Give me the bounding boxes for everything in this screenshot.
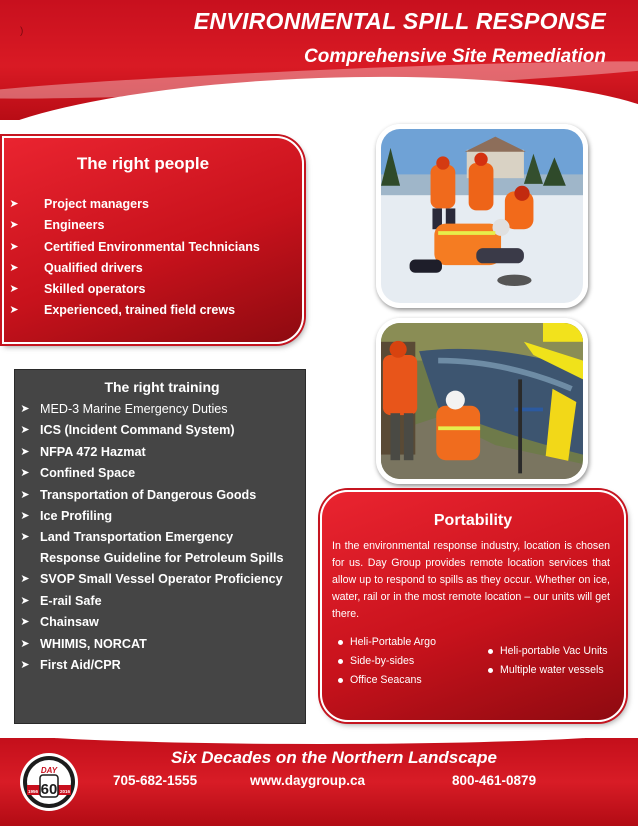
arrowhead-bullet-icon: ➤ [20, 424, 30, 437]
list-item: ➤ NFPA 472 Hazmat [15, 442, 305, 463]
portability-equipment [336, 633, 614, 690]
list-item: ➤ SVOP Small Vessel Operator Proficiency [15, 569, 305, 590]
portability-panel [320, 490, 626, 722]
list-item: Heli-Portable Argo [336, 633, 486, 652]
arrowhead-bullet-icon: ➤ [20, 531, 30, 544]
arrowhead-bullet-icon: ➤ [9, 240, 19, 253]
svg-text:60: 60 [40, 781, 58, 798]
arrowhead-bullet-icon: ➤ [20, 637, 30, 650]
list-item: ➤ Skilled operators [4, 279, 302, 300]
arrowhead-bullet-icon: ➤ [20, 616, 30, 629]
list-item: ➤ ICS (Incident Command System) [15, 420, 305, 441]
footer-tagline: Six Decades on the Northern Landscape [171, 748, 497, 767]
equipment-list-left [336, 633, 486, 690]
list-item: Office Seacans [336, 671, 486, 690]
svg-text:DAY: DAY [40, 766, 58, 775]
training-list [15, 399, 305, 676]
training-panel [14, 369, 306, 724]
arrowhead-bullet-icon: ➤ [20, 467, 30, 480]
list-item: ➤ Transportation of Dangerous Goods [15, 485, 305, 506]
list-item: ➤ Project managers [4, 194, 302, 215]
portability-description: In the environmental response industry, location is chosen for us. Day Group provides remote location services that allow up to respond to spills as they occur. Whether on ice, water, rail or in the most remote location – our units will get there. [332, 540, 610, 620]
header-banner [0, 0, 638, 120]
page-subtitle: Comprehensive Site Remediation [304, 46, 606, 67]
equipment-list-right [486, 642, 608, 690]
list-item: Multiple water vessels [486, 661, 608, 680]
list-item: ➤ Chainsaw [15, 612, 305, 633]
arrowhead-bullet-icon: ➤ [20, 445, 30, 458]
people-panel [2, 136, 304, 344]
arrowhead-bullet-icon: ➤ [20, 573, 30, 586]
round-bullet-icon [338, 659, 343, 664]
phone-number-tollfree[interactable]: 800-461-0879 [452, 773, 537, 788]
list-item: ➤ WHIMIS, NORCAT [15, 634, 305, 655]
ice-crew-photo [376, 124, 588, 308]
arrowhead-bullet-icon: ➤ [9, 198, 19, 210]
list-item: ➤ Experienced, trained field crews [4, 300, 302, 321]
round-bullet-icon [488, 668, 493, 673]
list-item: ➤ Qualified drivers [4, 258, 302, 279]
list-item: ➤ Confined Space [15, 463, 305, 484]
people-heading: The right people [76, 154, 210, 173]
arrowhead-bullet-icon: ➤ [20, 594, 30, 607]
arrowhead-bullet-icon: ➤ [9, 219, 19, 232]
arrowhead-bullet-icon: ➤ [20, 488, 30, 501]
svg-text:2016: 2016 [59, 789, 71, 794]
corner-mark: ) [20, 26, 24, 37]
list-item: ➤ First Aid/CPR [15, 655, 305, 676]
list-item: Side-by-sides [336, 652, 486, 671]
page-title: ENVIRONMENTAL SPILL RESPONSE [193, 8, 606, 34]
website-link[interactable]: www.daygroup.ca [250, 773, 366, 788]
training-heading: The right training [104, 379, 220, 395]
list-item: Heli-portable Vac Units [486, 642, 608, 661]
water-boom-photo [376, 318, 588, 484]
list-item: ➤ MED-3 Marine Emergency Duties [15, 399, 305, 420]
arrowhead-bullet-icon: ➤ [20, 403, 30, 415]
list-item: ➤ Certified Environmental Technicians [4, 237, 302, 258]
arrowhead-bullet-icon: ➤ [9, 261, 19, 274]
portability-heading: Portability [433, 512, 513, 529]
svg-text:1956: 1956 [27, 789, 39, 794]
list-item: ➤ Ice Profiling [15, 506, 305, 527]
people-list [4, 194, 302, 322]
round-bullet-icon [488, 649, 493, 654]
arrowhead-bullet-icon: ➤ [20, 659, 30, 672]
footer-swoosh [0, 738, 638, 744]
phone-number-local[interactable]: 705-682-1555 [113, 773, 198, 788]
list-item: ➤ Land Transportation Emergency Response Guideline for Petroleum Spills [15, 527, 305, 569]
arrowhead-bullet-icon: ➤ [9, 283, 19, 296]
arrowhead-bullet-icon: ➤ [9, 304, 19, 317]
round-bullet-icon [338, 678, 343, 683]
footer-banner [0, 738, 638, 826]
round-bullet-icon [338, 640, 343, 645]
list-item: ➤ Engineers [4, 215, 302, 236]
list-item: ➤ E-rail Safe [15, 591, 305, 612]
arrowhead-bullet-icon: ➤ [20, 510, 30, 523]
